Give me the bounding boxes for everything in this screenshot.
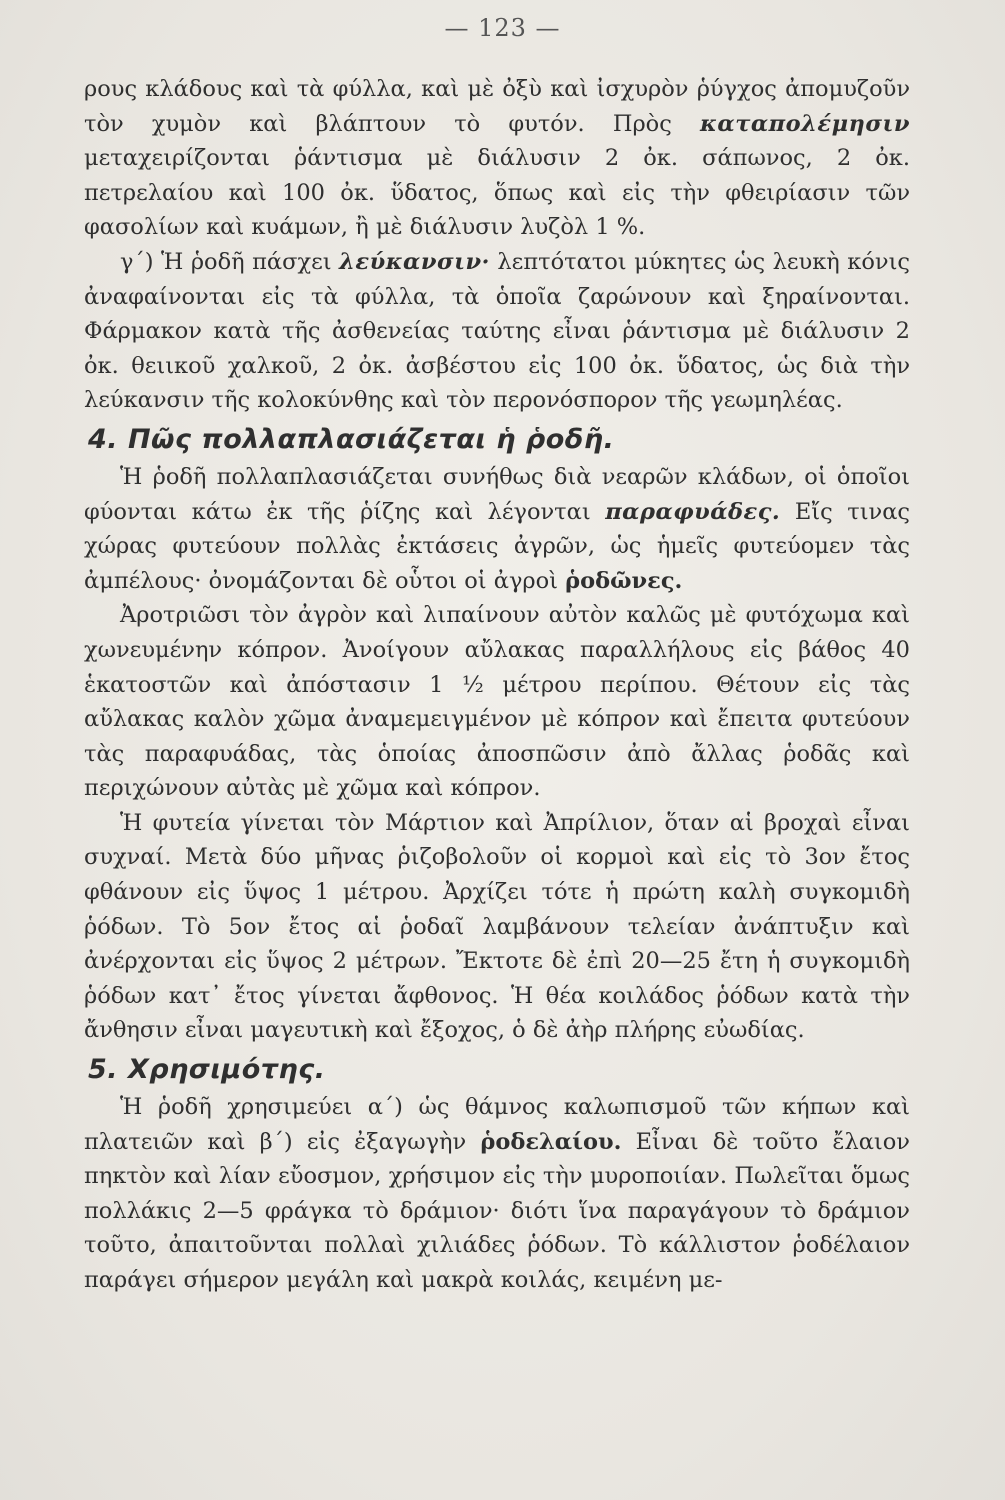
body-text [84, 72, 910, 1298]
term-parafyades: παραφυάδες. [605, 498, 781, 525]
term-katapolemisin: καταπολέμησιν [700, 110, 910, 137]
term-leukansin: λεύκανσιν· [339, 248, 490, 275]
paragraph-pest-control: ρους κλάδους καὶ τὰ φύλλα, καὶ μὲ ὀξὺ καὶ ἰσχυρὸν ῥύγχος ἀπομυζοῦν τὸν χυμὸν καὶ βλάπτουν τὸ φυτόν. Πρὸς καταπολέμησιν μεταχειρίζονται ῥάντισμα μὲ διάλυσιν 2 ὀκ. σάπωνος, 2 ὀκ. πετρελαίου καὶ 100 ὀκ. ὕδατος, ὅπως καὶ εἰς τὴν φθειρίασιν τῶν φασολίων καὶ κυάμων, ἢ μὲ διάλυσιν λυζὸλ 1 %. [84, 76, 910, 241]
term-rodones: ῥοδῶνες. [565, 567, 683, 594]
paragraph-growth: Ἡ φυτεία γίνεται τὸν Μάρτιον καὶ Ἀπρίλιον, ὅταν αἱ βροχαὶ εἶναι συχναί. Μετὰ δύο μῆνας ῥιζοβολοῦν οἱ κορμοὶ καὶ εἰς τὸ 3ον ἔτος φθάνουν εἰς ὕψος 1 μέτρου. Ἀρχίζει τότε ἡ πρώτη καλὴ συγκομιδὴ ῥόδων. Τὸ 5ον ἔτος αἱ ῥοδαῖ λαμβάνουν τελείαν ἀνάπτυξιν καὶ ἀνέρχονται εἰς ὕψος 2 μέτρων. Ἔκτοτε δὲ ἐπὶ 20—25 ἔτη ἡ συγκομιδὴ ῥόδων κατ᾽ ἔτος γίνεται ἄφθονος. Ἡ θέα κοιλάδος ῥόδων κατὰ τὴν ἄνθησιν εἶναι μαγευτικὴ καὶ ἔξοχος, ὁ δὲ ἀὴρ πλήρης εὐωδίας. [84, 809, 910, 1044]
paragraph-leukansis: γ΄) Ἡ ῥοδῆ πάσχει λεύκανσιν· λεπτότατοι μύκητες ὡς λευκὴ κόνις ἀναφαίνονται εἰς τὰ φύλλα, τὰ ὁποῖα ζαρώνουν καὶ ξηραίνονται. Φάρμακον κατὰ τῆς ἀσθενείας ταύτης εἶναι ῥάντισμα μὲ διάλυσιν 2 ὀκ. θειικοῦ χαλκοῦ, 2 ὀκ. ἀσβέστου εἰς 100 ὀκ. ὕδατος, ὡς διὰ τὴν λεύκανσιν τῆς κολοκύνθης καὶ τὸν περονόσπορον τῆς γεωμηλέας. [84, 248, 910, 414]
section-heading-usefulness: 5. Χρησιμότης. [88, 1054, 326, 1086]
term-rodelaiou: ῥοδελαίου. [480, 1128, 622, 1155]
page-number: — 123 — [444, 14, 561, 42]
paragraph-propagation: Ἡ ῥοδῆ πολλαπλασιάζεται συνήθως διὰ νεαρῶν κλάδων, οἱ ὁποῖοι φύονται κάτω ἐκ τῆς ῥίζης καὶ λέγονται παραφυάδες. Εἴς τινας χώρας φυτεύουν πολλὰς ἐκτάσεις ἀγρῶν, ὡς ἡμεῖς φυτεύομεν τὰς ἀμπέλους· ὀνομάζονται δὲ οὗτοι οἱ ἀγροὶ ῥοδῶνες. [84, 463, 910, 594]
paragraph-planting: Ἀροτριῶσι τὸν ἀγρὸν καὶ λιπαίνουν αὐτὸν καλῶς μὲ φυτόχωμα καὶ χωνευμένην κόπρον. Ἀνοίγουν αὔλακας παραλλήλους εἰς βάθος 40 ἑκατοστῶν καὶ ἀπόστασιν 1 ½ μέτρου περίπου. Θέτουν εἰς τὰς αὔλακας καλὸν χῶμα ἀναμεμειγμένον μὲ κόπρον καὶ ἔπειτα φυτεύουν τὰς παραφυάδας, τὰς ὁποίας ἀποσπῶσιν ἀπὸ ἄλλας ῥοδᾶς καὶ περιχώνουν αὐτὰς μὲ χῶμα καὶ κόπρον. [84, 602, 910, 802]
paragraph-usefulness: Ἡ ῥοδῆ χρησιμεύει α΄) ὡς θάμνος καλωπισμοῦ τῶν κήπων καὶ πλατειῶν καὶ β΄) εἰς ἐξαγωγὴν ῥοδελαίου. Εἶναι δὲ τοῦτο ἔλαιον πηκτὸν καὶ λίαν εὔοσμον, χρήσιμον εἰς τὴν μυροποιίαν. Πωλεῖται ὅμως πολλάκις 2—5 φράγκα τὸ δράμιον· διότι ἵνα παραγάγουν τὸ δράμιον τοῦτο, ἀπαιτοῦνται πολλαὶ χιλιάδες ῥόδων. Τὸ κάλλιστον ῥοδέλαιον παράγει σήμερον μεγάλη καὶ μακρὰ κοιλάς, κειμένη με- [84, 1094, 910, 1293]
section-heading-propagation: 4. Πῶς πολλαπλασιάζεται ἡ ῥοδῆ. [88, 423, 615, 455]
